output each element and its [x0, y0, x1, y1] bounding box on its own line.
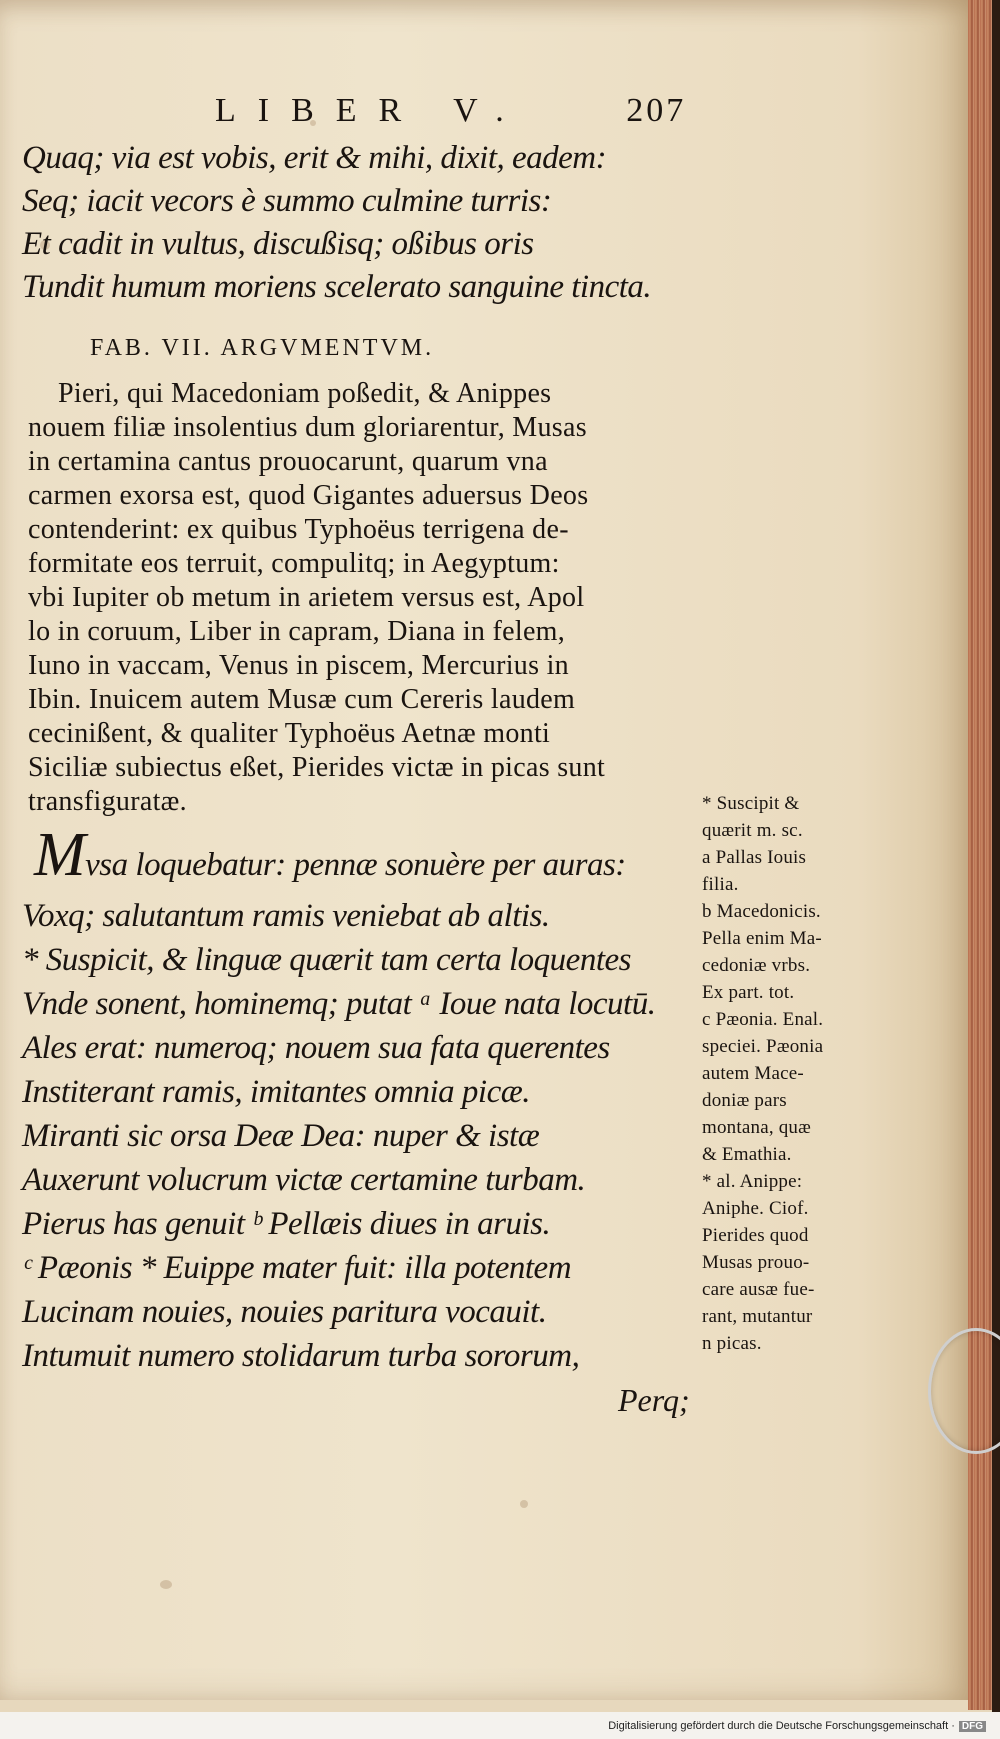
argument-line: transfiguratæ. [28, 786, 187, 817]
marginal-note: Pella enim Ma- [702, 928, 822, 949]
verse-line: Auxerunt volucrum victæ certamine turbam. [22, 1162, 586, 1198]
argument-line: vbi Iupiter ob metum in arietem versus est, Apol [28, 582, 585, 613]
marginal-note: * al. Anippe: [702, 1171, 803, 1192]
argument-line: Ibin. Inuicem autem Musæ cum Cereris laudem [28, 684, 576, 715]
dfg-logo: DFG [959, 1721, 986, 1732]
argument-line: contenderint: ex quibus Typhoëus terrigena de- [28, 514, 569, 545]
marginal-note: filia. [702, 874, 739, 895]
argument-line: cecinißent, & qualiter Typhoëus Aetnæ monti [28, 718, 551, 749]
verse-line: Seq; iacit vecors è summo culmine turris: [22, 183, 552, 219]
marginal-note: doniæ pars [702, 1090, 787, 1111]
marginal-note: Aniphe. Ciof. [702, 1198, 809, 1219]
marginal-note: c Pæonia. Enal. [702, 1009, 824, 1030]
verse-line: Pierus has genuit ᵇ Pellæis diues in aruis. [22, 1206, 551, 1242]
verse-line: Voxq; salutantum ramis veniebat ab altis. [22, 898, 550, 934]
digitization-credit [608, 1720, 986, 1732]
verse-line: Lucinam nouies, nouies paritura vocauit. [22, 1294, 547, 1330]
verse-line: ᶜ Pæonis * Euippe mater fuit: illa potentem [22, 1250, 572, 1286]
catchword: Perq; [618, 1382, 690, 1418]
argument-line: lo in coruum, Liber in capram, Diana in felem, [28, 616, 566, 647]
marginal-note: quærit m. sc. [702, 820, 803, 841]
marginal-note: Ex part. tot. [702, 982, 795, 1003]
marginal-note: a Pallas Iouis [702, 847, 807, 868]
running-head [215, 92, 686, 130]
argument-line: carmen exorsa est, quod Gigantes aduersus Deos [28, 480, 589, 511]
verse-line: Intumuit numero stolidarum turba sororum, [22, 1338, 580, 1374]
argument-line: nouem filiæ insolentius dum gloriarentur, Musas [28, 412, 587, 443]
marginal-note: montana, quæ [702, 1117, 811, 1138]
verse-line: Vnde sonent, hominemq; putat ᵃ Ioue nata locutū. [22, 986, 656, 1022]
marginal-note: Pierides quod [702, 1225, 809, 1246]
drop-initial: M [34, 821, 86, 889]
marginal-note: autem Mace- [702, 1063, 804, 1084]
marginal-note: * Suscipit & [702, 793, 800, 814]
marginal-note: speciei. Pæonia [702, 1036, 824, 1057]
foxing-spot [520, 1500, 528, 1508]
argument-line: Pieri, qui Macedoniam poßedit, & Anippes [58, 378, 552, 409]
argument-heading: FAB. VII. ARGVMENTVM. [90, 335, 435, 361]
marginal-note: cedoniæ vrbs. [702, 955, 811, 976]
verse-line: Quaq; via est vobis, erit & mihi, dixit, eadem: [22, 140, 607, 176]
argument-line: in certamina cantus prouocarunt, quarum vna [28, 446, 548, 477]
verse-line-text: vsa loquebatur: pennæ sonuère per auras: [85, 847, 626, 883]
verse-line: * Suspicit, & linguæ quærit tam certa loquentes [22, 942, 631, 978]
verse-line: Et cadit in vultus, discußisq; oßibus oris [22, 226, 534, 262]
verse-line: Miranti sic orsa Deæ Dea: nuper & istæ [22, 1118, 540, 1154]
verse-line-first [34, 820, 626, 891]
argument-line: Siciliæ subiectus eßet, Pierides victæ in picas sunt [28, 752, 606, 783]
verse-line: Ales erat: numeroq; nouem sua fata querentes [22, 1030, 610, 1066]
marginal-note: b Macedonicis. [702, 901, 821, 922]
argument-line: formitate eos terruit, compulitq; in Aegyptum: [28, 548, 560, 579]
page-number: 207 [626, 92, 687, 129]
verse-line: Tundit humum moriens scelerato sanguine tincta. [22, 269, 652, 305]
foxing-spot [160, 1580, 172, 1589]
credit-text: Digitalisierung gefördert durch die Deutsche Forschungsgemeinschaft · [608, 1720, 955, 1732]
marginal-note: care ausæ fue- [702, 1279, 815, 1300]
marginal-note: rant, mutantur [702, 1306, 813, 1327]
marginal-note: Musas prouo- [702, 1252, 810, 1273]
marginal-note: & Emathia. [702, 1144, 792, 1165]
verse-line: Institerant ramis, imitantes omnia picæ. [22, 1074, 530, 1110]
running-head-title: LIBER V. [215, 92, 526, 129]
binding-shadow [992, 0, 1000, 1739]
argument-line: Iuno in vaccam, Venus in piscem, Mercurius in [28, 650, 569, 681]
marginal-note: n picas. [702, 1333, 762, 1354]
